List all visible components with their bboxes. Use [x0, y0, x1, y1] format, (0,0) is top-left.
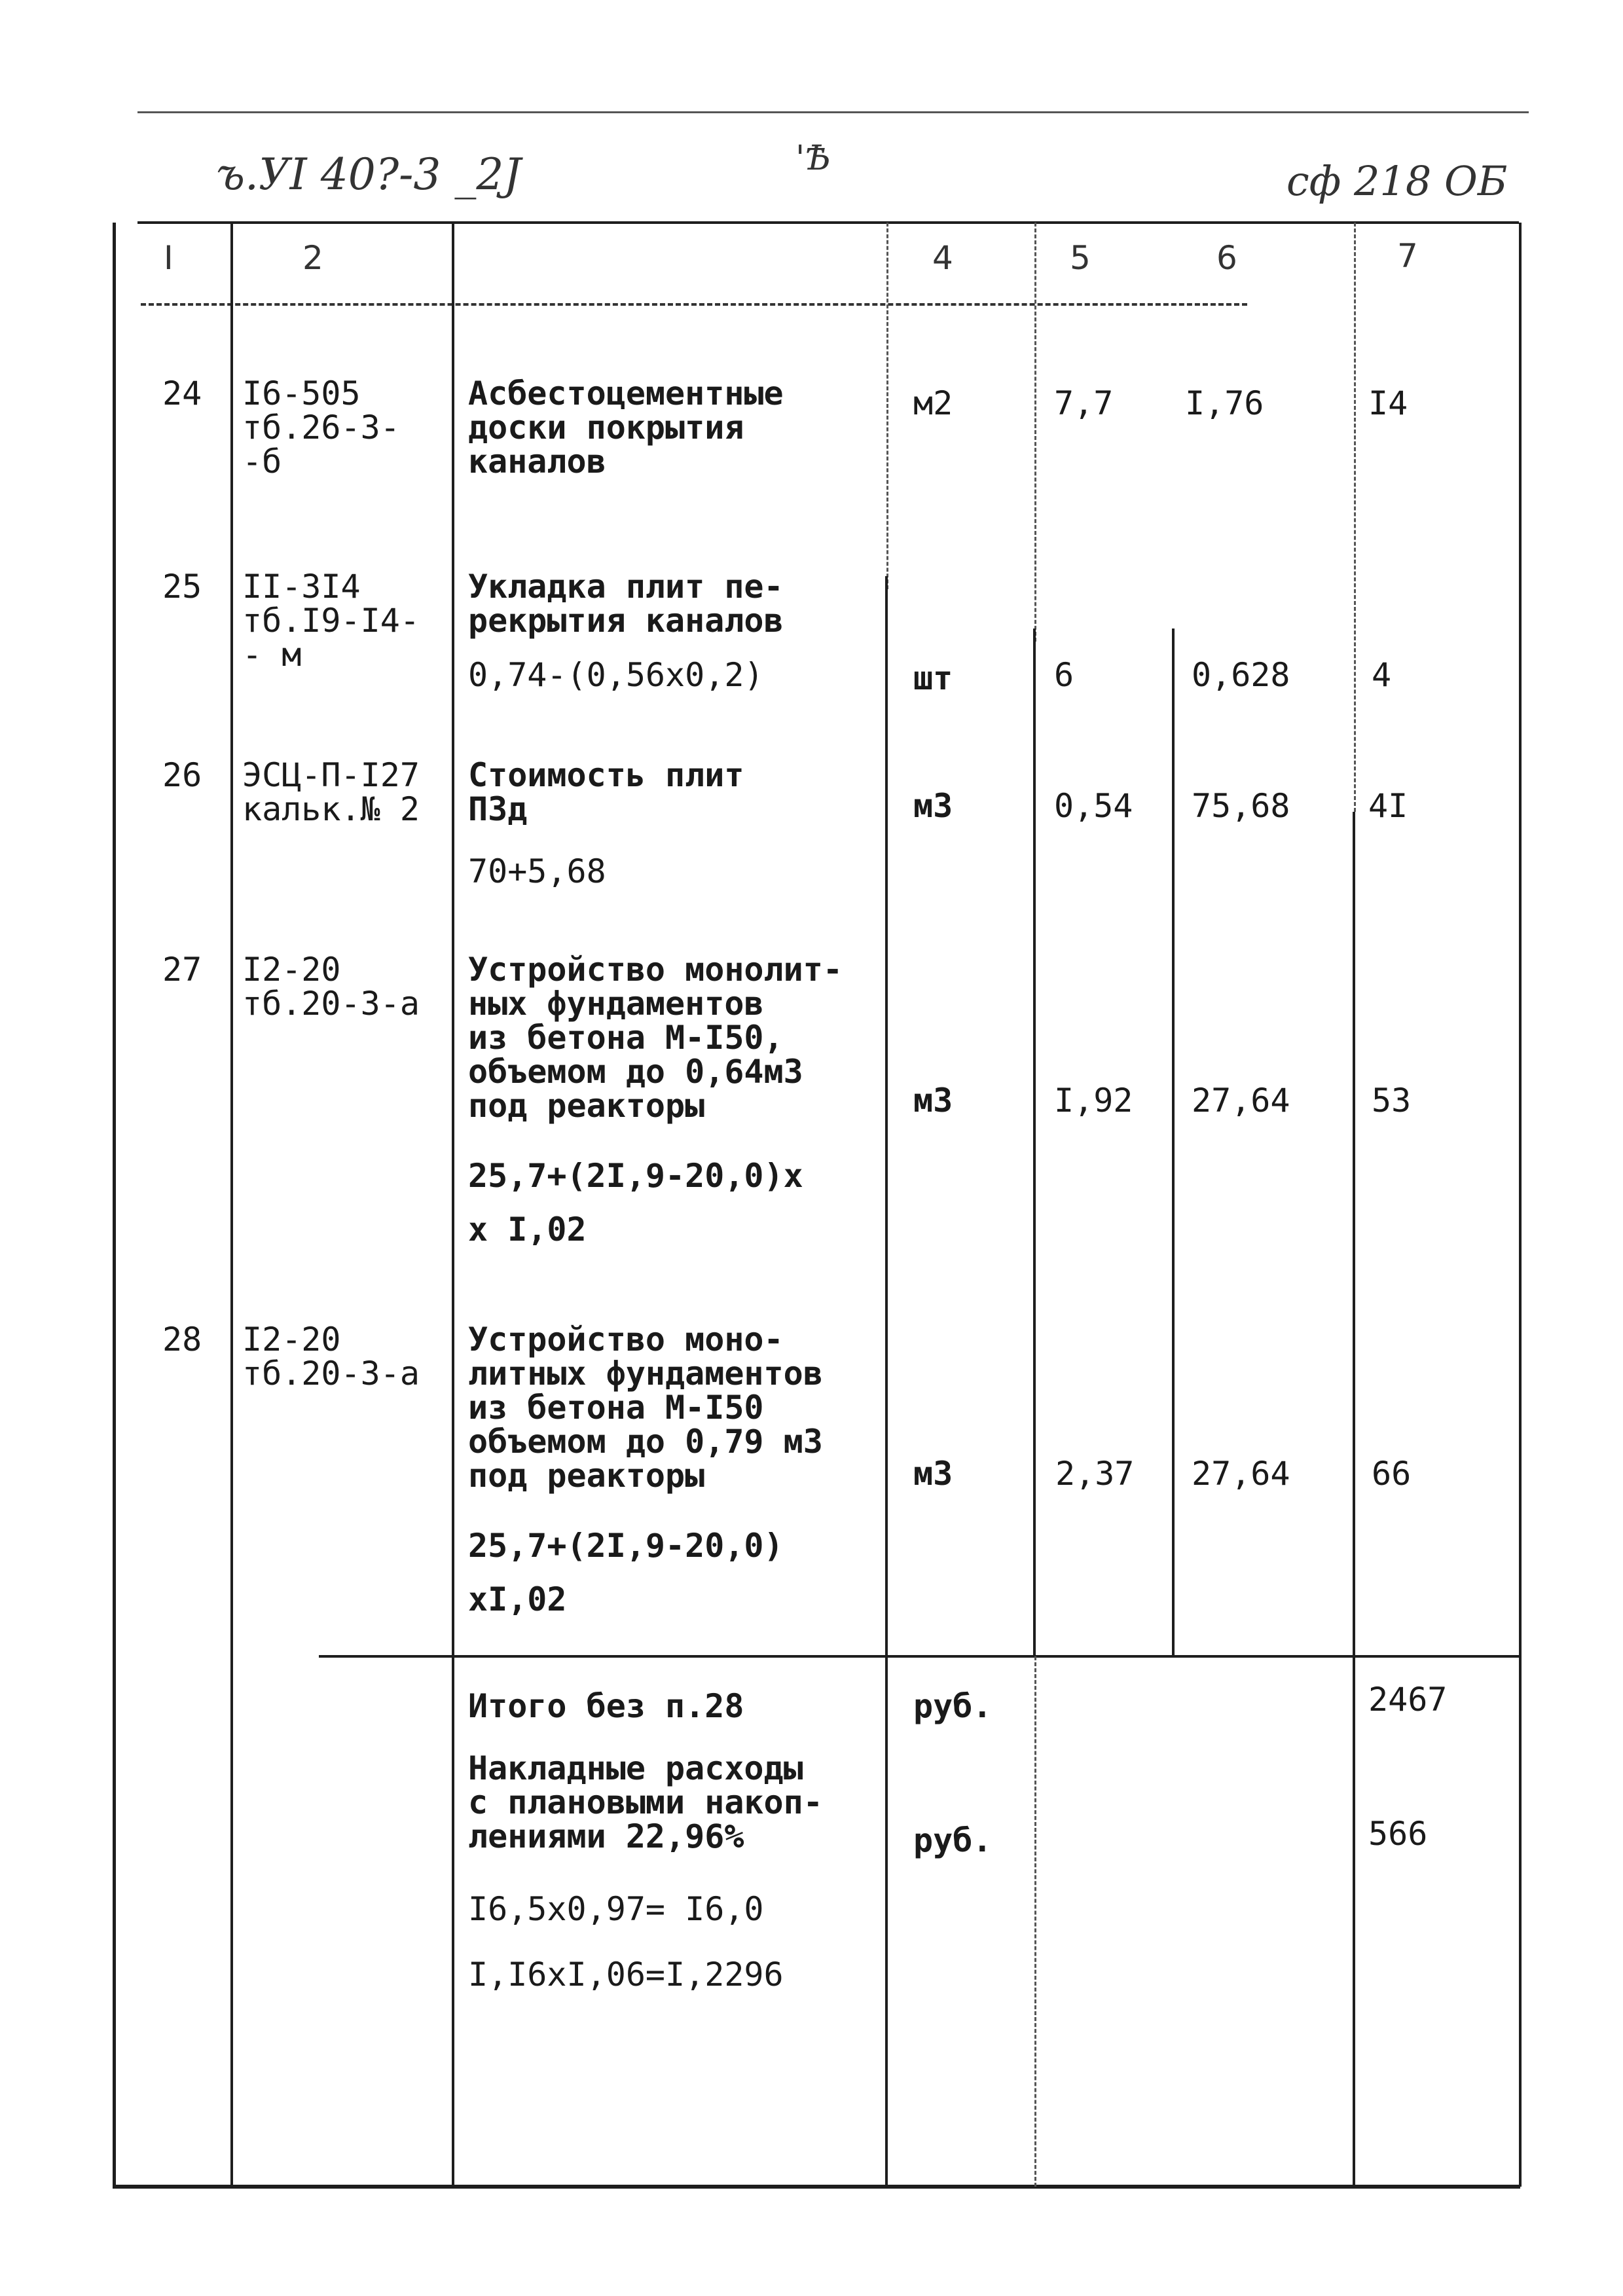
row-26-calc: 70+5,68 [468, 852, 606, 890]
row-27-unit: м3 [913, 1082, 953, 1120]
col-divider-3-upper [886, 223, 888, 589]
row-24-price: I,76 [1185, 384, 1264, 422]
col-divider-3 [885, 576, 888, 2187]
row-25-quantity: 6 [1054, 656, 1074, 694]
row-26-total: 4I [1368, 787, 1408, 825]
col-divider-6 [1353, 812, 1355, 2187]
document-code: ъ.УI 40?-3 _2Ј [216, 149, 521, 200]
col-divider-2 [452, 223, 454, 2187]
row-27-calc: 25,7+(2I,9-20,0)х х I,02 [468, 1157, 803, 1248]
row-28-price: 27,64 [1192, 1455, 1290, 1493]
col-header-6: 6 [1216, 239, 1237, 277]
row-26-unit: м3 [913, 787, 953, 825]
row-26-code: ЭСЦ-П-I27 кальк.№ 2 [242, 756, 420, 828]
col-divider-4 [1033, 629, 1036, 1656]
page-number-mark: 'Ѣ [795, 139, 831, 178]
row-27-num: 27 [162, 951, 202, 989]
summary-formula-1: I6,5х0,97= I6,0 [468, 1890, 764, 1928]
col-header-5: 5 [1070, 239, 1091, 277]
summary-total-label: Итого без п.28 [468, 1687, 744, 1725]
row-28-description: Устройство моно- литных фундаментов из бетона М-I50 объемом до 0,79 м3 под реакторы [468, 1321, 823, 1495]
col-header-4: 4 [932, 239, 953, 277]
header-bottom-dashed [141, 303, 1247, 306]
col-divider-6-upper [1354, 223, 1356, 812]
row-28-quantity: 2,37 [1055, 1455, 1135, 1493]
col-divider-4-lower [1034, 1656, 1036, 2187]
summary-total-value: 2467 [1368, 1681, 1448, 1719]
row-24-num: 24 [162, 374, 202, 412]
row-26-price: 75,68 [1192, 787, 1290, 825]
row-24-total: I4 [1368, 384, 1408, 422]
summary-total-unit: руб. [913, 1687, 993, 1725]
row-25-calc: 0,74-(0,56х0,2) [468, 656, 764, 694]
row-27-total: 53 [1372, 1082, 1412, 1120]
row-26-quantity: 0,54 [1054, 787, 1133, 825]
col-header-1: I [164, 239, 173, 277]
row-25-price: 0,628 [1192, 656, 1290, 694]
right-border [1519, 223, 1522, 2187]
summary-divider [319, 1655, 1520, 1658]
row-27-code: I2-20 тб.20-3-а [242, 951, 420, 1023]
summary-overhead-label: Накладные расходы с плановыми накоп- лениями 22,96% [468, 1749, 823, 1855]
form-code: сф 218 ОБ [1286, 157, 1508, 205]
row-24-quantity: 7,7 [1054, 384, 1114, 422]
row-28-code: I2-20 тб.20-3-а [242, 1321, 420, 1393]
row-28-num: 28 [162, 1321, 202, 1358]
row-27-quantity: I,92 [1054, 1082, 1133, 1120]
bottom-border [113, 2185, 1520, 2189]
summary-overhead-unit: руб. [913, 1821, 993, 1859]
row-25-num: 25 [162, 568, 202, 606]
row-24-description: Асбестоцементные доски покрытия каналов [468, 374, 784, 481]
row-26-description: Стоимость плит ПЗд [468, 756, 744, 828]
summary-formula-2: I,I6хI,06=I,2296 [468, 1956, 784, 1994]
col-divider-4-upper [1034, 223, 1036, 642]
summary-overhead-value: 566 [1368, 1815, 1428, 1853]
row-28-total: 66 [1372, 1455, 1412, 1493]
row-28-calc: 25,7+(2I,9-20,0) хI,02 [468, 1527, 784, 1618]
row-27-price: 27,64 [1192, 1082, 1290, 1120]
top-border [137, 111, 1529, 113]
row-28-unit: м3 [913, 1455, 953, 1493]
row-25-code: II-3I4 тб.I9-I4- - м [242, 568, 420, 674]
row-27-description: Устройство монолит- ных фундаментов из бетона М-I50, объемом до 0,64м3 под реакторы [468, 951, 843, 1125]
row-24-unit: м2 [913, 384, 953, 422]
row-24-code: I6-505 тб.26-3- -б [242, 374, 400, 481]
row-25-unit: шт [913, 659, 953, 697]
header-top-border [137, 221, 1519, 224]
col-divider-5 [1172, 629, 1175, 1656]
col-header-2: 2 [302, 239, 323, 277]
left-border [113, 223, 116, 2187]
row-25-description: Укладка плит пе- рекрытия каналов [468, 568, 784, 640]
col-header-7: 7 [1397, 237, 1418, 275]
row-26-num: 26 [162, 756, 202, 794]
col-divider-1 [230, 223, 233, 2187]
row-25-total: 4 [1372, 656, 1392, 694]
